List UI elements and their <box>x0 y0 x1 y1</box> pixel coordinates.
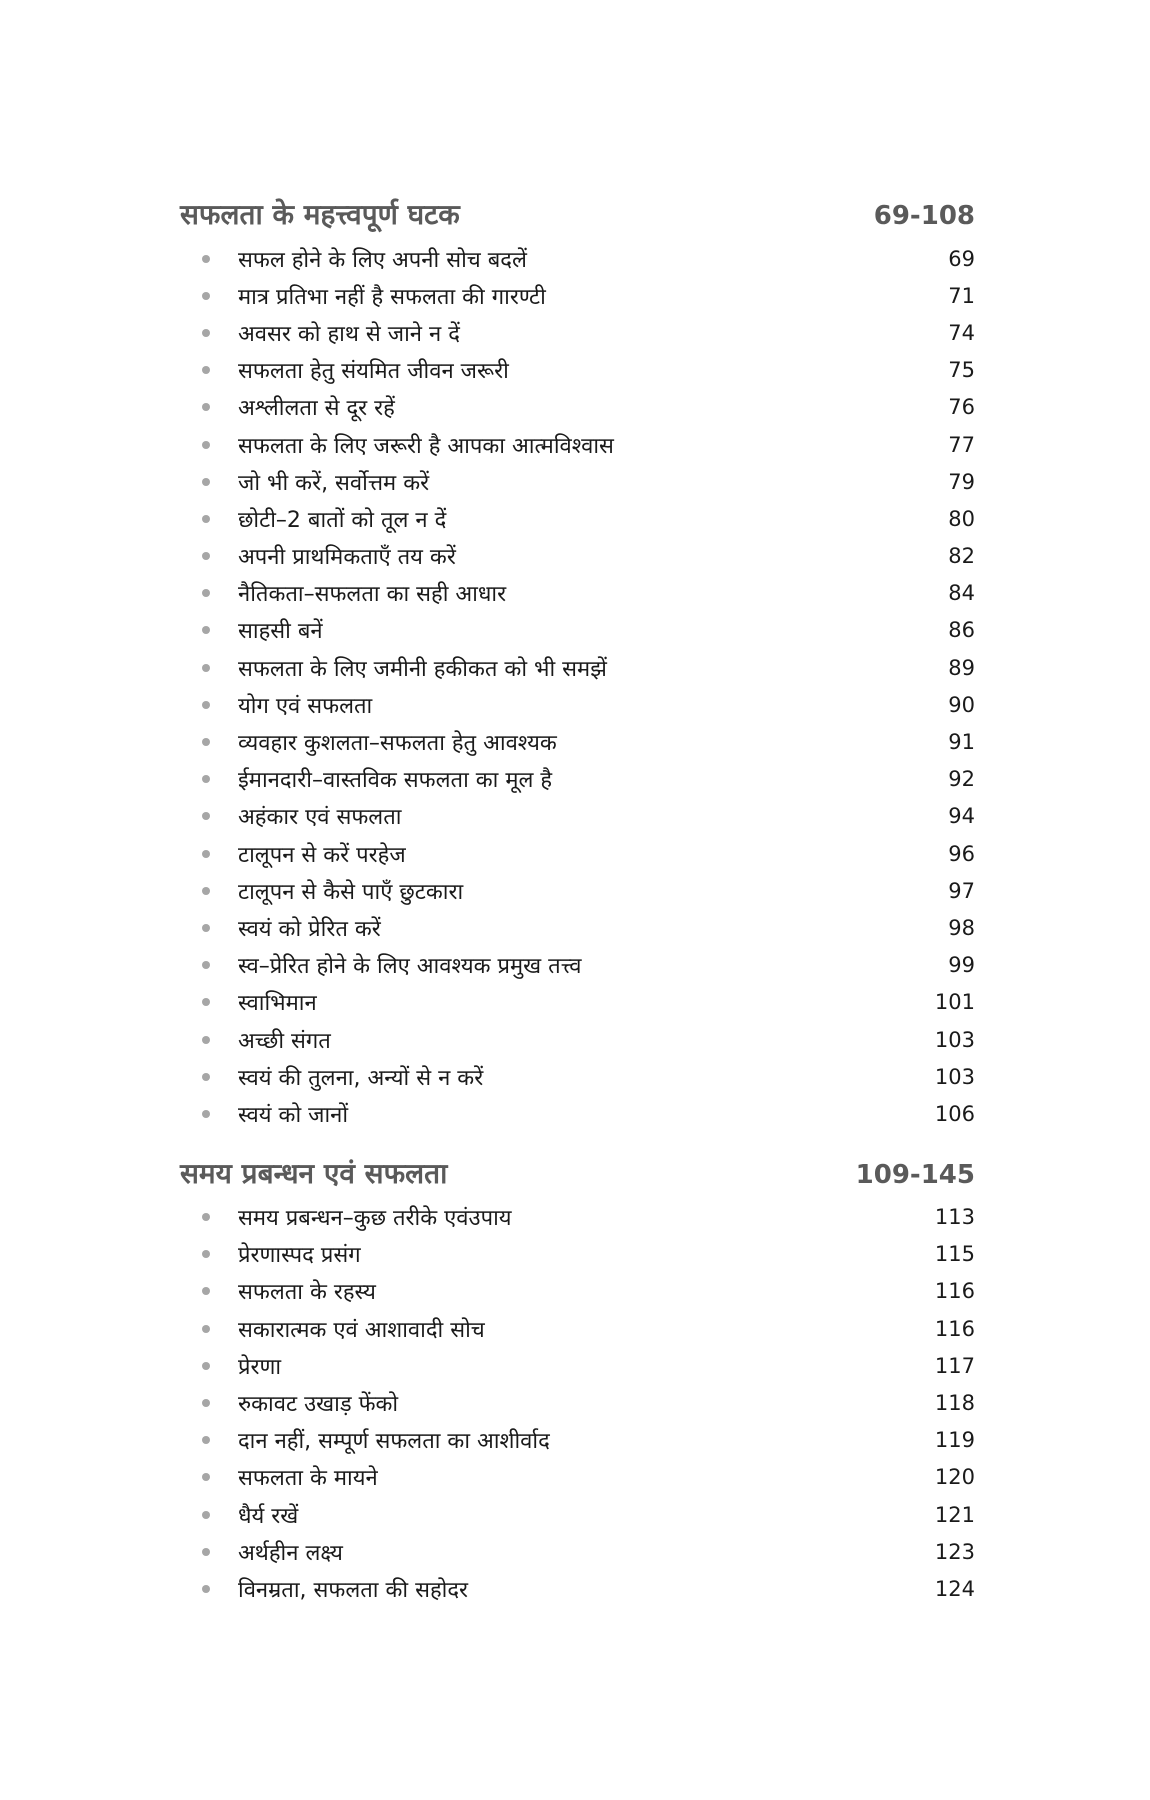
toc-entry[interactable] <box>180 1236 975 1273</box>
toc-entry[interactable] <box>180 500 975 537</box>
entry-title: स्व–प्रेरित होने के लिए आवश्यक प्रमुख तत्त्व <box>238 954 582 980</box>
entry-page-number: 113 <box>934 1205 975 1230</box>
entry-page-number: 77 <box>948 432 975 457</box>
entry-page-number: 71 <box>948 283 975 308</box>
entry-title: धैर्य रखें <box>238 1503 299 1529</box>
entry-title: सकारात्मक एवं आशावादी सोच <box>238 1317 485 1343</box>
entry-title: सफलता हेतु संयमित जीवन जरूरी <box>238 359 509 385</box>
bullet-icon <box>202 1436 210 1444</box>
entry-page-number: 120 <box>934 1465 975 1490</box>
toc-entry[interactable] <box>180 538 975 575</box>
entry-title: प्रेरणा <box>238 1354 282 1380</box>
toc-entry[interactable] <box>180 723 975 760</box>
toc-entry[interactable] <box>180 277 975 314</box>
entry-title: मात्र प्रतिभा नहीं है सफलता की गारण्टी <box>238 284 546 310</box>
entry-page-number: 124 <box>934 1576 975 1601</box>
entry-title: स्वयं को जानों <box>238 1102 349 1128</box>
entry-title: अर्थहीन लक्ष्य <box>238 1540 343 1566</box>
table-of-contents <box>180 190 975 1608</box>
bullet-icon <box>202 812 210 820</box>
bullet-icon <box>202 403 210 411</box>
toc-section <box>180 1149 975 1608</box>
entry-page-number: 69 <box>948 246 975 271</box>
entry-page-number: 79 <box>948 469 975 494</box>
entry-page-number: 80 <box>948 506 975 531</box>
bullet-icon <box>202 626 210 634</box>
bullet-icon <box>202 961 210 969</box>
toc-entry[interactable] <box>180 314 975 351</box>
toc-entry[interactable] <box>180 1021 975 1058</box>
entry-title: समय प्रबन्धन–कुछ तरीके एवंउपाय <box>238 1206 512 1232</box>
toc-entry[interactable] <box>180 798 975 835</box>
bullet-icon <box>202 701 210 709</box>
bullet-icon <box>202 441 210 449</box>
entry-title: विनम्रता, सफलता की सहोदर <box>238 1577 469 1603</box>
bullet-icon <box>202 1036 210 1044</box>
bullet-icon <box>202 478 210 486</box>
toc-entry[interactable] <box>180 1422 975 1459</box>
entry-page-number: 123 <box>934 1539 975 1564</box>
bullet-icon <box>202 515 210 523</box>
toc-entry[interactable] <box>180 947 975 984</box>
entry-title: छोटी–2 बातों को तूल न दें <box>238 507 447 533</box>
toc-entry[interactable] <box>180 1347 975 1384</box>
toc-entry[interactable] <box>180 1199 975 1236</box>
toc-entry[interactable] <box>180 1459 975 1496</box>
bullet-icon <box>202 664 210 672</box>
entry-title: सफल होने के लिए अपनी सोच बदलें <box>238 247 527 273</box>
bullet-icon <box>202 589 210 597</box>
toc-entry[interactable] <box>180 686 975 723</box>
entry-page-number: 89 <box>948 655 975 680</box>
entry-page-number: 106 <box>934 1101 975 1126</box>
bullet-icon <box>202 1250 210 1258</box>
entry-page-number: 117 <box>934 1353 975 1378</box>
toc-entry[interactable] <box>180 240 975 277</box>
toc-entry[interactable] <box>180 1273 975 1310</box>
bullet-icon <box>202 1511 210 1519</box>
entry-title: नैतिकता–सफलता का सही आधार <box>238 582 507 608</box>
entry-title: स्वाभिमान <box>238 991 317 1017</box>
bullet-icon <box>202 887 210 895</box>
entry-title: अहंकार एवं सफलता <box>238 805 402 831</box>
toc-entry[interactable] <box>180 649 975 686</box>
section-title[interactable]: समय प्रबन्धन एवं सफलता <box>180 1156 448 1190</box>
entry-title: साहसी बनें <box>238 619 323 645</box>
entry-page-number: 103 <box>934 1064 975 1089</box>
entry-title: स्वयं को प्रेरित करें <box>238 916 381 942</box>
toc-entry[interactable] <box>180 1095 975 1132</box>
entry-title: दान नहीं, सम्पूर्ण सफलता का आशीर्वाद <box>238 1429 550 1455</box>
entry-title: सफलता के रहस्य <box>238 1280 376 1306</box>
bullet-icon <box>202 738 210 746</box>
bullet-icon <box>202 1585 210 1593</box>
entry-title: योग एवं सफलता <box>238 693 373 719</box>
bullet-icon <box>202 1110 210 1118</box>
entry-page-number: 116 <box>934 1316 975 1341</box>
section-header <box>180 190 975 240</box>
toc-entry[interactable] <box>180 984 975 1021</box>
entry-page-number: 94 <box>948 804 975 829</box>
entry-title: सफलता के मायने <box>238 1466 378 1492</box>
entry-title: ईमानदारी–वास्तविक सफलता का मूल है <box>238 768 553 794</box>
entry-page-number: 115 <box>934 1242 975 1267</box>
section-page-range: 69-108 <box>873 201 975 231</box>
entry-title: स्वयं की तुलना, अन्यों से न करें <box>238 1065 484 1091</box>
entry-page-number: 91 <box>948 730 975 755</box>
bullet-icon <box>202 366 210 374</box>
entry-page-number: 96 <box>948 841 975 866</box>
entry-title: टालूपन से कैसे पाएँ छुटकारा <box>238 879 464 905</box>
entry-page-number: 118 <box>934 1391 975 1416</box>
toc-entry[interactable] <box>180 1310 975 1347</box>
entry-page-number: 84 <box>948 581 975 606</box>
entry-title: टालूपन से करें परहेज <box>238 842 406 868</box>
entry-page-number: 75 <box>948 358 975 383</box>
entry-page-number: 82 <box>948 544 975 569</box>
toc-entry[interactable] <box>180 463 975 500</box>
entry-page-number: 103 <box>934 1027 975 1052</box>
bullet-icon <box>202 552 210 560</box>
bullet-icon <box>202 1548 210 1556</box>
toc-entry[interactable] <box>180 575 975 612</box>
toc-entry[interactable] <box>180 1058 975 1095</box>
entry-page-number: 101 <box>934 990 975 1015</box>
bullet-icon <box>202 924 210 932</box>
toc-entry[interactable] <box>180 835 975 872</box>
toc-entry[interactable] <box>180 426 975 463</box>
bullet-icon <box>202 292 210 300</box>
entry-title: रुकावट उखाड़ फेंको <box>238 1392 399 1418</box>
toc-section <box>180 190 975 1133</box>
bullet-icon <box>202 255 210 263</box>
bullet-icon <box>202 1399 210 1407</box>
toc-entry[interactable] <box>180 909 975 946</box>
bullet-icon <box>202 998 210 1006</box>
toc-entry[interactable] <box>180 1384 975 1421</box>
bullet-icon <box>202 775 210 783</box>
toc-entry[interactable] <box>180 612 975 649</box>
toc-entry[interactable] <box>180 872 975 909</box>
entry-page-number: 74 <box>948 320 975 345</box>
entry-title: सफलता के लिए जरूरी है आपका आत्मविश्वास <box>238 433 614 459</box>
section-title[interactable]: सफलता के महत्त्वपूर्ण घटक <box>180 198 460 231</box>
toc-entry[interactable] <box>180 352 975 389</box>
section-page-range: 109-145 <box>855 1159 975 1190</box>
entry-page-number: 90 <box>948 692 975 717</box>
bullet-icon <box>202 1362 210 1370</box>
entry-page-number: 119 <box>934 1428 975 1453</box>
bullet-icon <box>202 1325 210 1333</box>
bullet-icon <box>202 850 210 858</box>
entry-title: जो भी करें, सर्वोत्तम करें <box>238 470 430 496</box>
bullet-icon <box>202 329 210 337</box>
toc-entry[interactable] <box>180 1533 975 1570</box>
entry-page-number: 86 <box>948 618 975 643</box>
toc-entry[interactable] <box>180 1496 975 1533</box>
entry-title: व्यवहार कुशलता–सफलता हेतु आवश्यक <box>238 731 557 757</box>
bullet-icon <box>202 1287 210 1295</box>
entry-title: सफलता के लिए जमीनी हकीकत को भी समझें <box>238 656 607 682</box>
entry-page-number: 76 <box>948 395 975 420</box>
bullet-icon <box>202 1213 210 1221</box>
entry-page-number: 116 <box>934 1279 975 1304</box>
entry-page-number: 92 <box>948 767 975 792</box>
entry-page-number: 99 <box>948 953 975 978</box>
entry-title: प्रेरणास्पद प्रसंग <box>238 1243 361 1269</box>
toc-list <box>180 240 975 1133</box>
entry-title: अवसर को हाथ से जाने न दें <box>238 321 460 347</box>
entry-page-number: 98 <box>948 915 975 940</box>
bullet-icon <box>202 1473 210 1481</box>
toc-entry[interactable] <box>180 761 975 798</box>
entry-page-number: 121 <box>934 1502 975 1527</box>
entry-page-number: 97 <box>948 878 975 903</box>
entry-title: अच्छी संगत <box>238 1028 331 1054</box>
bullet-icon <box>202 1073 210 1081</box>
toc-entry[interactable] <box>180 389 975 426</box>
entry-title: अश्लीलता से दूर रहें <box>238 396 395 422</box>
toc-list <box>180 1199 975 1608</box>
section-header <box>180 1149 975 1199</box>
entry-title: अपनी प्राथमिकताएँ तय करें <box>238 545 456 571</box>
toc-entry[interactable] <box>180 1570 975 1607</box>
